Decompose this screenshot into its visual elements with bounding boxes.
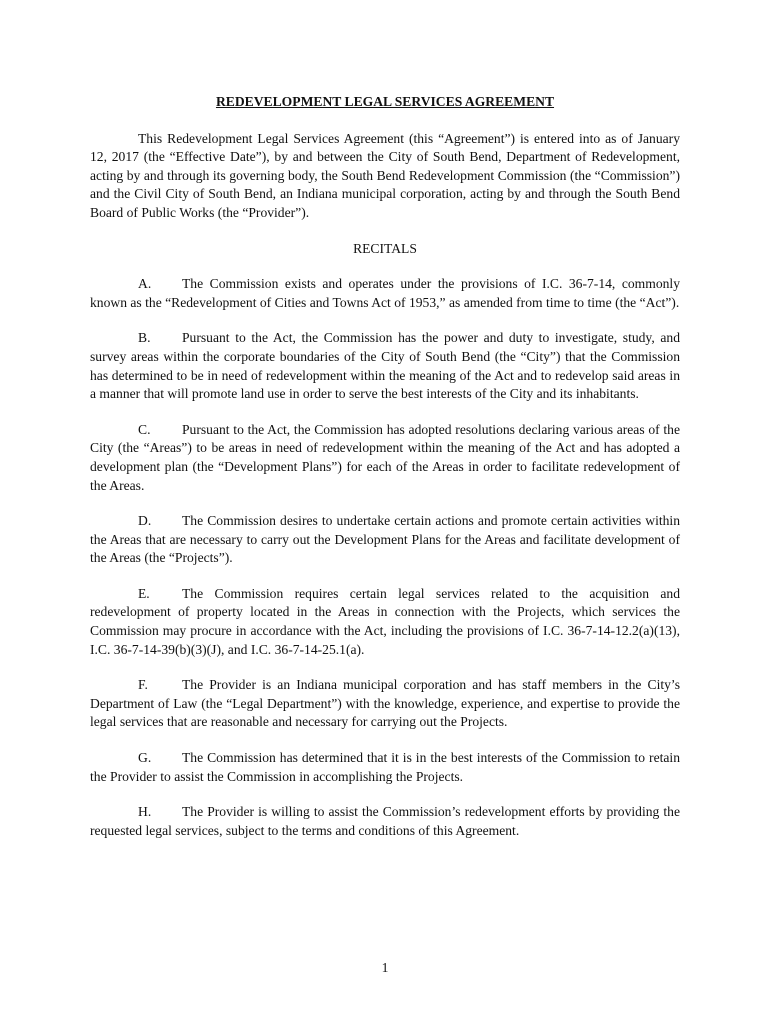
document-title: REDEVELOPMENT LEGAL SERVICES AGREEMENT [215, 94, 555, 109]
recital-h [90, 803, 680, 840]
recital-e [90, 585, 680, 659]
recital-letter: D. [138, 513, 152, 529]
recital-letter: H. [138, 804, 152, 820]
recital-text: The Provider is willing to assist the Commission’s redevelopment efforts by providing the requested legal services, subject to the terms and conditions of this Agreement. [90, 804, 680, 838]
recital-f [90, 676, 680, 732]
recital-letter: F. [138, 677, 148, 693]
document-page [90, 93, 680, 857]
recital-a [90, 275, 680, 312]
recital-text: The Commission exists and operates under the provisions of I.C. 36-7-14, commonly known as the “Redevelopment of Cities and Towns Act of 1953,” as amended from time to time (the “Act”). [90, 276, 680, 310]
recital-c [90, 421, 680, 495]
recital-letter: C. [138, 421, 151, 437]
recitals-list [90, 275, 680, 840]
recital-letter: B. [138, 330, 151, 346]
recital-text: Pursuant to the Act, the Commission has the power and duty to investigate, study, and survey areas within the corporate boundaries of the City of South Bend (the “City”) that the Commission has determined to be in need of redevelopment within the meaning of the Act and to redevelop said areas in a manner that will promote land use in order to serve the best interests of the City and its inhabitants. [90, 330, 680, 402]
recital-letter: E. [138, 585, 150, 601]
recital-g [90, 749, 680, 786]
recital-b [90, 329, 680, 403]
recital-text: The Provider is an Indiana municipal corporation and has staff members in the City’s Department of Law (the “Legal Department”) with the knowledge, experience, and expertise to provide the legal services that are reasonable and necessary for carrying out the Projects. [90, 677, 680, 730]
recitals-heading: RECITALS [353, 240, 417, 256]
page-number: 1 [381, 960, 389, 975]
recital-text: The Commission has determined that it is in the best interests of the Commission to retain the Provider to assist the Commission in accomplishing the Projects. [90, 750, 680, 784]
recital-text: The Commission desires to undertake certain actions and promote certain activities within the Areas that are necessary to carry out the Development Plans for the Areas and facilitate development of the Areas (the “Projects”). [90, 513, 680, 566]
recital-letter: G. [138, 750, 152, 766]
recital-text: The Commission requires certain legal services related to the acquisition and redevelopment of property located in the Areas in connection with the Projects, which services the Commission may procure in accordance with the Act, including the provisions of I.C. 36-7-14-12.2(a)(13), I.C. 36-7-14-39(b)(3)(J), and I.C. 36-7-14-25.1(a). [90, 585, 680, 657]
recital-text: Pursuant to the Act, the Commission has adopted resolutions declaring various areas of the City (the “Areas”) to be areas in need of redevelopment within the meaning of the Act and has adopted a development plan (the “Development Plans”) for each of the Areas in order to facilitate redevelopment of the Areas. [90, 421, 680, 493]
recital-letter: A. [138, 276, 152, 292]
intro-paragraph: This Redevelopment Legal Services Agreement (this “Agreement”) is entered into as of January 12, 2017 (the “Effective Date”), by and between the City of South Bend, Department of Redevelopment, acting by and through its governing body, the South Bend Redevelopment Commission (the “Commission”) and the Civil City of South Bend, an Indiana municipal corporation, acting by and through the South Bend Board of Public Works (the “Provider”). [90, 130, 680, 220]
recital-d [90, 512, 680, 568]
